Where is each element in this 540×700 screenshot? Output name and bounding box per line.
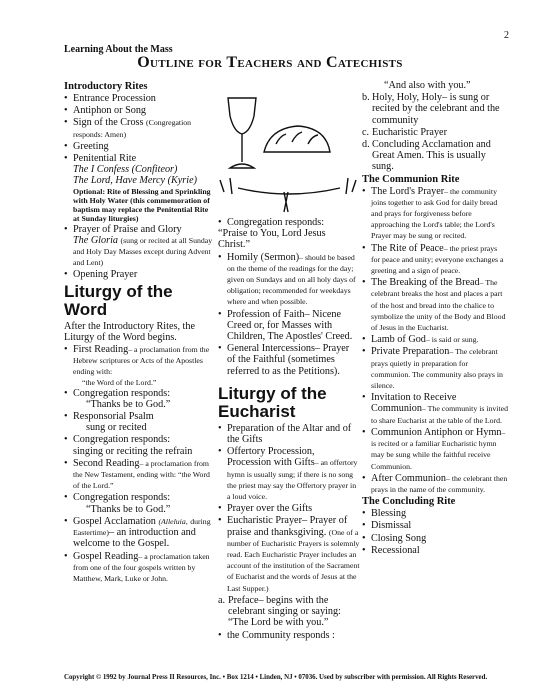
item-note: – The celebrant breaks the host and places a part of the host and bread into the chalice to symbolize the unity of the Body and Blood of Jesus in the Eucharist. [371, 278, 506, 333]
response-text: “And also with you.” [384, 80, 471, 91]
item-note: – the community joins together to ask God for daily bread and prays for forgiveness before approaching the Lord's table; the Lord's Prayer may be sung or recited. [371, 186, 498, 241]
list-item: • Prayer over the Gifts [218, 503, 360, 514]
list-item [64, 117, 216, 139]
item-letter: d. [362, 139, 370, 151]
liturgy-eucharist-heading: Liturgy of the Eucharist [218, 383, 327, 421]
item-note: – the celebrant then prays in the name of the community. [371, 473, 508, 494]
response-text: “Thanks be to God.” [86, 398, 171, 410]
item-note: (Congregation responds: Amen) [73, 118, 192, 139]
list-item [362, 427, 508, 472]
list-item: • Congregation responds: [64, 388, 216, 399]
item-label: After Communion [371, 472, 446, 484]
list-item [64, 344, 216, 378]
liturgy-word-heading: Liturgy of the Word [64, 281, 173, 319]
item-label: Private Preparation [371, 346, 450, 358]
list-item: • General Intercessions– Prayer of the Faithful (sometimes referred to as the Petitions). [218, 343, 360, 377]
item-letter: a. [218, 594, 226, 606]
list-item: • Congregation responds: [218, 217, 360, 228]
item-note: during Eastertime) [73, 516, 211, 538]
list-item [64, 516, 216, 550]
page-number: 2 [504, 30, 509, 41]
chalice-bread-illustration [218, 88, 360, 214]
response-text: “Thanks be to God.” [86, 503, 171, 515]
column-right [362, 80, 508, 602]
list-item [362, 346, 508, 391]
list-item [218, 252, 360, 308]
column-middle [218, 216, 360, 646]
item-letter: b. [362, 92, 370, 104]
confiteor-line: The I Confess (Confiteor) [73, 164, 178, 176]
item-label: Communion Antiphon or Hymn [371, 426, 502, 438]
item-label: Offertory Procession, Procession with Gifts [227, 446, 315, 469]
item-note: – an offertory hymn is usually sung; if there is no song the priest may say the Offertory prayer in a loud voice. [227, 458, 358, 502]
intro-rites-heading: Introductory Rites [64, 81, 148, 92]
item-label: The Breaking of the Bread [371, 277, 480, 289]
lettered-item [362, 127, 508, 138]
response-text: “Praise to You, Lord Jesus Christ.” [218, 228, 326, 251]
item-label: The Lord's Prayer [371, 185, 445, 197]
chalice-base [230, 164, 254, 168]
list-item: • Profession of Faith– Nicene Creed or, for Masses with Children, The Apostles' Creed. [218, 309, 360, 343]
drape-lines [220, 178, 356, 194]
list-item [218, 515, 360, 593]
item-note: – a proclamation from the New Testament, ending with: “the Word of the Lord.” [73, 458, 210, 491]
item-text: Concluding Acclamation and Great Amen. This is usually sung. [372, 139, 491, 173]
lettered-item [362, 92, 508, 126]
item-label: Sign of the Cross [73, 117, 144, 129]
kyrie-line: The Lord, Have Mercy (Kyrie) [73, 175, 198, 187]
list-item: • Antiphon or Song [64, 105, 216, 116]
list-item: • Blessing [362, 508, 508, 519]
list-item [362, 186, 508, 242]
list-item: • Congregation responds: [64, 434, 216, 445]
psalm-note: sung or recited [86, 422, 147, 434]
item-note: – is said or sung. [425, 335, 479, 345]
page-title: Outline for Teachers and Catechists [137, 54, 403, 71]
item-text: Preface– begins with the celebrant singing or saying: “The Lord be with you.” [228, 594, 341, 629]
list-item [64, 458, 216, 492]
list-item: • Opening Prayer [64, 269, 216, 280]
bread-loaf [264, 126, 330, 152]
list-item: • Prayer of Praise and Glory [64, 224, 216, 235]
gloria-line [64, 235, 216, 269]
communion-rite-heading: The Communion Rite [362, 173, 460, 185]
list-item [218, 446, 360, 502]
gloria-title: The Gloria [73, 234, 118, 246]
chalice-cup [228, 98, 256, 134]
item-label: Invitation to Receive Communion [371, 392, 457, 415]
item-label: Gospel Reading [73, 550, 139, 562]
list-item: • Entrance Procession [64, 93, 216, 104]
list-item [64, 551, 216, 585]
list-item: • Penitential Rite [64, 153, 216, 164]
item-label: Second Reading [73, 457, 140, 469]
item-letter: c. [362, 126, 370, 138]
list-item [362, 277, 508, 333]
item-note: – The community is invited to share Eucharist at the table of the Lord. [371, 404, 508, 425]
item-text: Eucharistic Prayer [372, 126, 447, 138]
item-label: The Rite of Peace [371, 242, 444, 254]
list-item: • Dismissal [362, 520, 508, 531]
column-left [64, 80, 216, 644]
item-note: – is recited or a familiar Eucharistic hymn may be sung while the faithful receive Communion. [371, 427, 506, 471]
list-item [362, 473, 508, 495]
item-note: – The celebrant prays quietly in preparation for communion. The community also prays in silence. [371, 347, 503, 391]
list-item: • Recessional [362, 545, 508, 556]
lettered-item [218, 595, 360, 629]
item-label: Homily (Sermon) [227, 251, 300, 263]
list-item: • Closing Song [362, 533, 508, 544]
list-item [362, 334, 508, 345]
lettered-item [362, 139, 508, 173]
list-item: • the Community responds : [218, 630, 360, 641]
item-label: Eucharistic Prayer– Prayer of praise and thanksgiving. [227, 515, 348, 538]
list-item: • Congregation responds: [64, 492, 216, 503]
item-note: – should be based on the theme of the readings for the day; given on Sundays and on all holy days of obligation; recommended for weekdays where and when possible. [227, 252, 356, 307]
item-note: – a proclamation from the Hebrew scriptures or Acts of the Apostles ending with: [73, 345, 210, 377]
list-item [362, 243, 508, 277]
copyright-footer: Copyright © 1992 by Journal Press II Resources, Inc. • Box 1214 • Linden, NJ • 07036. Used by subscriber with permission. All Rights Reserved. [64, 674, 488, 681]
item-text: – an introduction and welcome to the Gospel. [73, 527, 196, 550]
bread-scores [276, 132, 318, 144]
altar-cloth [238, 188, 340, 194]
item-label: Lamb of God [371, 334, 426, 346]
item-label: First Reading [73, 344, 129, 356]
reading-ending: “the Word of the Lord.” [82, 377, 157, 387]
item-note: – the priest prays for peace and unity; everyone exchanges a greeting and a sign of peace. [371, 243, 504, 276]
tassel [284, 192, 288, 212]
item-note: – a proclamation taken from one of the four gospels written by Matthew, Mark, Luke or John. [73, 551, 210, 583]
item-note: (One of a number of Eucharistic Prayers is solemnly read. Each Eucharistic Prayer includes an account of the institution of the Sacrament of Eucharist and the words of Jesus at the Last Supper.) [227, 527, 360, 593]
response-text: singing or reciting the refrain [73, 445, 193, 457]
list-item [362, 392, 508, 426]
list-item: • Preparation of the Altar and of the Gifts [218, 423, 360, 445]
optional-note: Optional: Rite of Blessing and Sprinkling with Holy Water (this commemoration of baptism may replace the Penitential Rite at Sunday liturgies) [73, 186, 211, 223]
section-label: Learning About the Mass [64, 44, 173, 55]
gloria-note: (sung or recited at all Sunday and Holy Day Masses except during Advent and Lent) [73, 235, 213, 268]
list-item: • Responsorial Psalm [64, 411, 216, 422]
item-label: Gospel Acclamation [73, 515, 156, 527]
intro-paragraph: After the Introductory Rites, the Liturgy of the Word begins. [64, 320, 195, 343]
list-item: • Greeting [64, 141, 216, 152]
item-note: (Alleluia, [158, 516, 188, 526]
item-text: Holy, Holy, Holy– is sung or recited by the celebrant and the community [372, 92, 500, 126]
concluding-rite-heading: The Concluding Rite [362, 496, 456, 508]
